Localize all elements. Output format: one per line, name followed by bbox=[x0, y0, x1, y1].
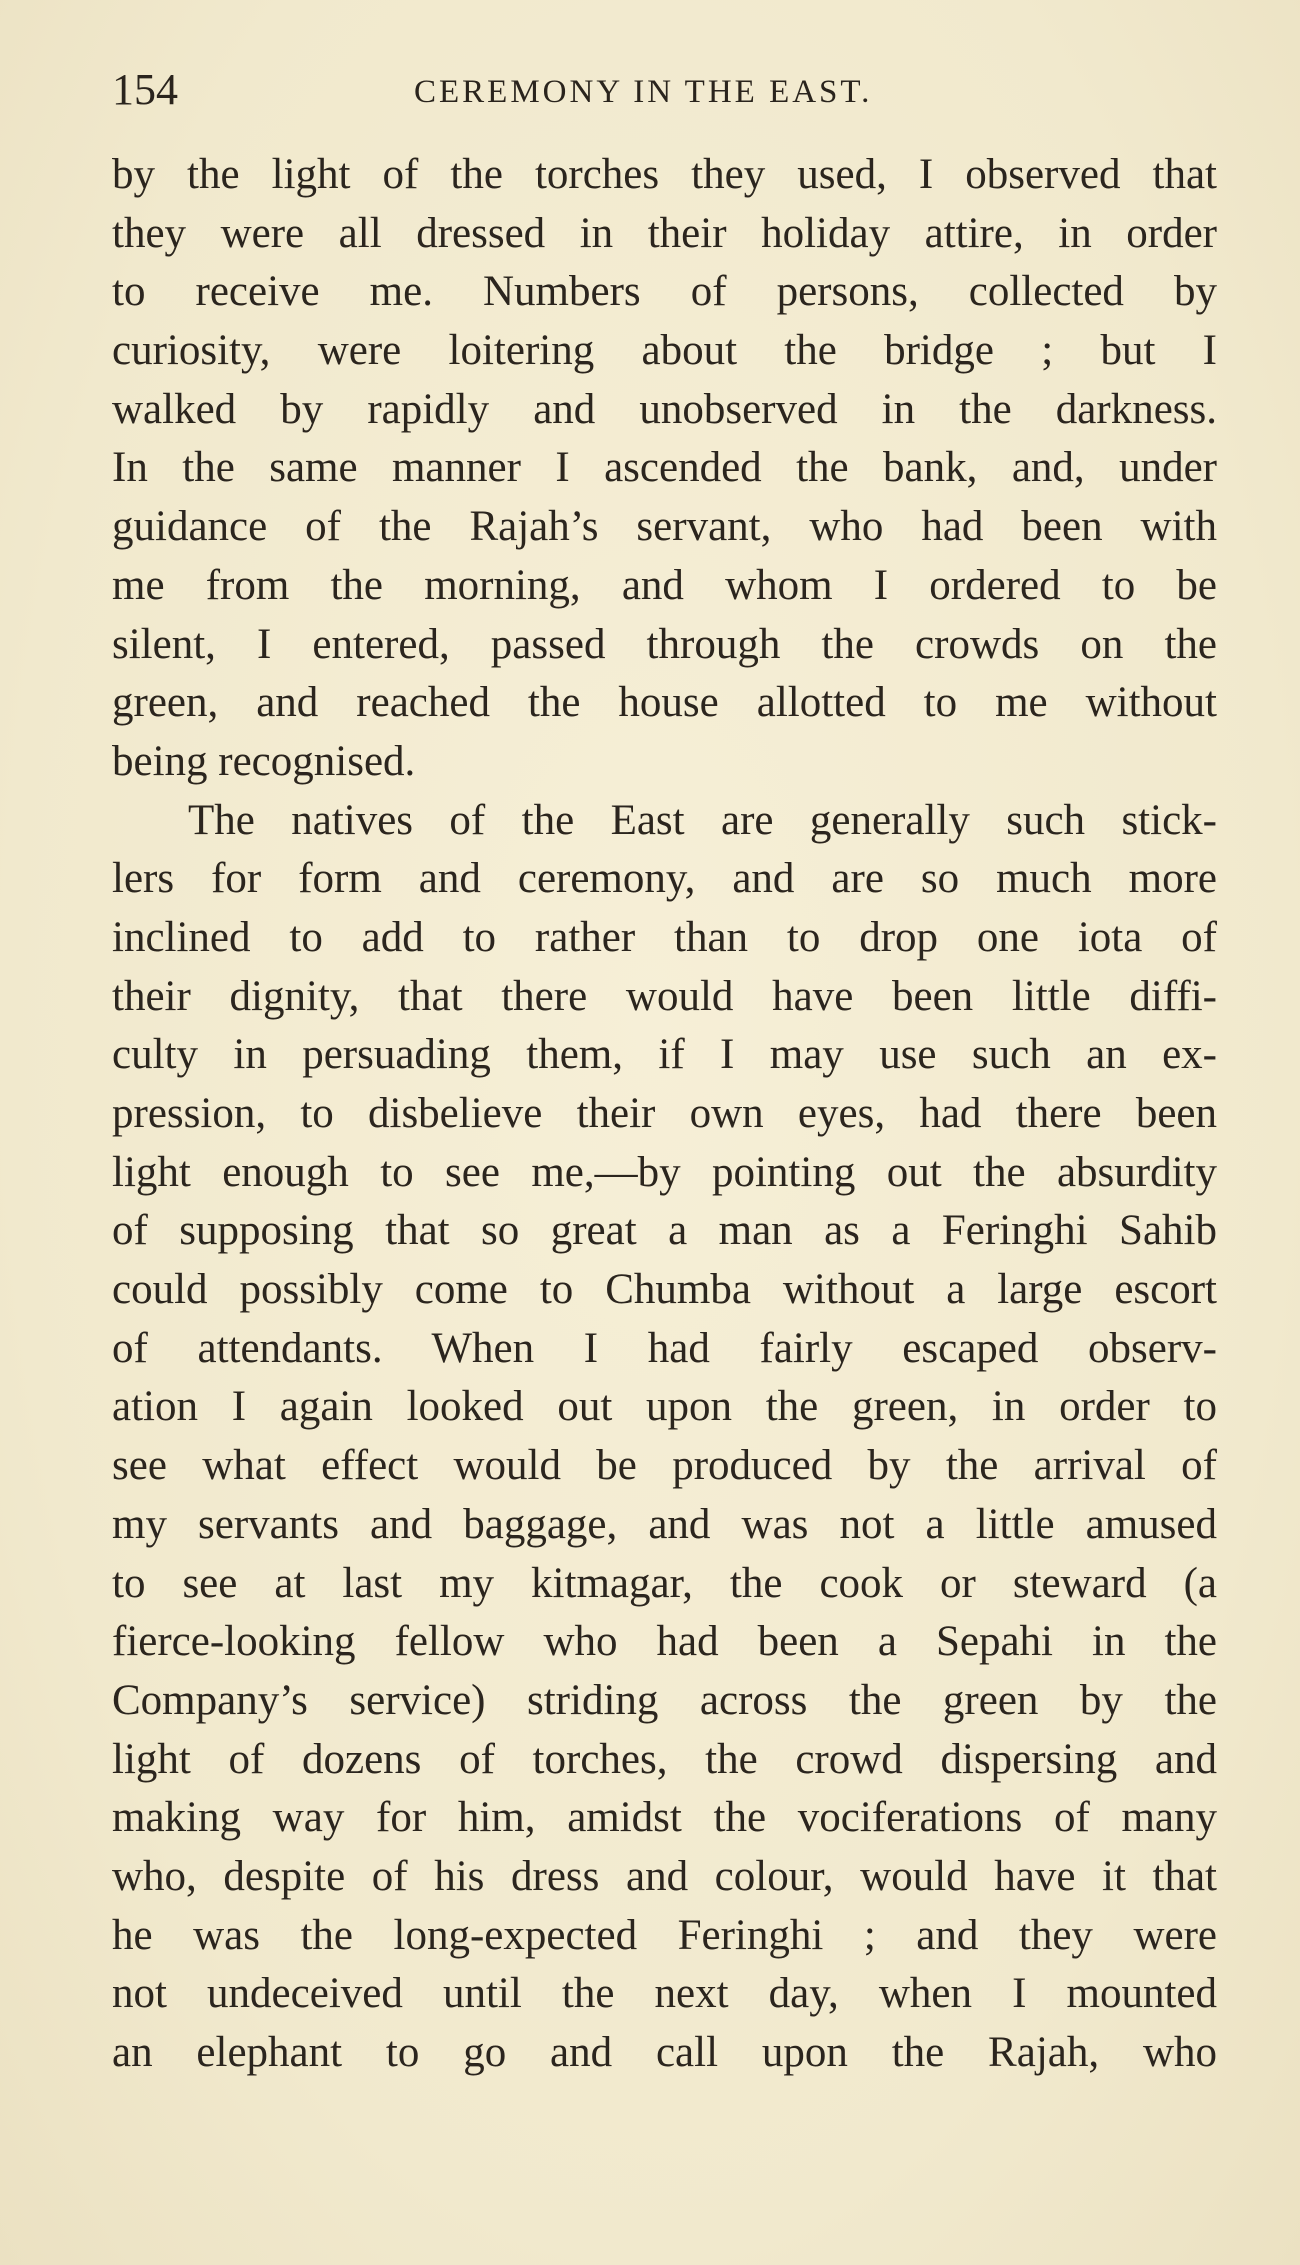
paragraph-first-line: The natives of the East are generally such stick- bbox=[188, 796, 1217, 844]
text-line: who, despite of his dress and colour, would have it that bbox=[112, 1852, 1217, 1900]
text-line: ation I again looked out upon the green, in order to bbox=[112, 1383, 1217, 1431]
text-line: culty in persuading them, if I may use such an ex- bbox=[112, 1031, 1217, 1079]
page-header bbox=[112, 60, 1217, 120]
text-line: they were all dressed in their holiday attire, in order bbox=[112, 209, 1217, 257]
text-line: could possibly come to Chumba without a large escort bbox=[112, 1266, 1217, 1314]
text-line: lers for form and ceremony, and are so much more bbox=[112, 855, 1217, 903]
text-line: guidance of the Rajah’s servant, who had been with bbox=[112, 503, 1217, 551]
running-head: CEREMONY IN THE EAST. bbox=[414, 74, 873, 110]
text-line: Company’s service) striding across the green by the bbox=[112, 1676, 1217, 1724]
text-line: fierce-looking fellow who had been a Sepahi in the bbox=[112, 1618, 1217, 1666]
text-line: In the same manner I ascended the bank, and, under bbox=[112, 444, 1217, 492]
text-line: me from the morning, and whom I ordered to be bbox=[112, 561, 1217, 609]
text-line: green, and reached the house allotted to me without bbox=[112, 679, 1217, 727]
page-number: 154 bbox=[112, 65, 178, 114]
text-line: an elephant to go and call upon the Rajah, who bbox=[112, 2029, 1217, 2076]
text-line: their dignity, that there would have been little diffi- bbox=[112, 972, 1217, 1020]
text-line: by the light of the torches they used, I observed that bbox=[112, 151, 1217, 198]
text-line: of supposing that so great a man as a Feringhi Sahib bbox=[112, 1207, 1217, 1255]
text-line: inclined to add to rather than to drop one iota of bbox=[112, 913, 1217, 961]
text-line: my servants and baggage, and was not a little amused bbox=[112, 1500, 1217, 1548]
text-line: light of dozens of torches, the crowd dispersing and bbox=[112, 1735, 1217, 1783]
text-line: to receive me. Numbers of persons, collected by bbox=[112, 268, 1217, 316]
text-line: to see at last my kitmagar, the cook or steward (a bbox=[112, 1559, 1217, 1607]
paragraph-end-line: being recognised. bbox=[112, 737, 416, 785]
text-line: pression, to disbelieve their own eyes, had there been bbox=[112, 1090, 1217, 1137]
text-line: making way for him, amidst the vociferations of many bbox=[112, 1794, 1217, 1842]
text-line: see what effect would be produced by the arrival of bbox=[112, 1442, 1217, 1490]
text-line: silent, I entered, passed through the crowds on the bbox=[112, 620, 1217, 668]
text-line: light enough to see me,—by pointing out the absurdity bbox=[112, 1148, 1217, 1196]
body-text bbox=[112, 146, 1217, 2083]
text-line: he was the long-expected Feringhi ; and they were bbox=[112, 1911, 1217, 1959]
text-line: curiosity, were loitering about the bridge ; but I bbox=[112, 327, 1217, 375]
text-line: not undeceived until the next day, when I mounted bbox=[112, 1970, 1217, 2018]
text-line: walked by rapidly and unobserved in the darkness. bbox=[112, 385, 1217, 433]
text-line: of attendants. When I had fairly escaped observ- bbox=[112, 1324, 1217, 1372]
